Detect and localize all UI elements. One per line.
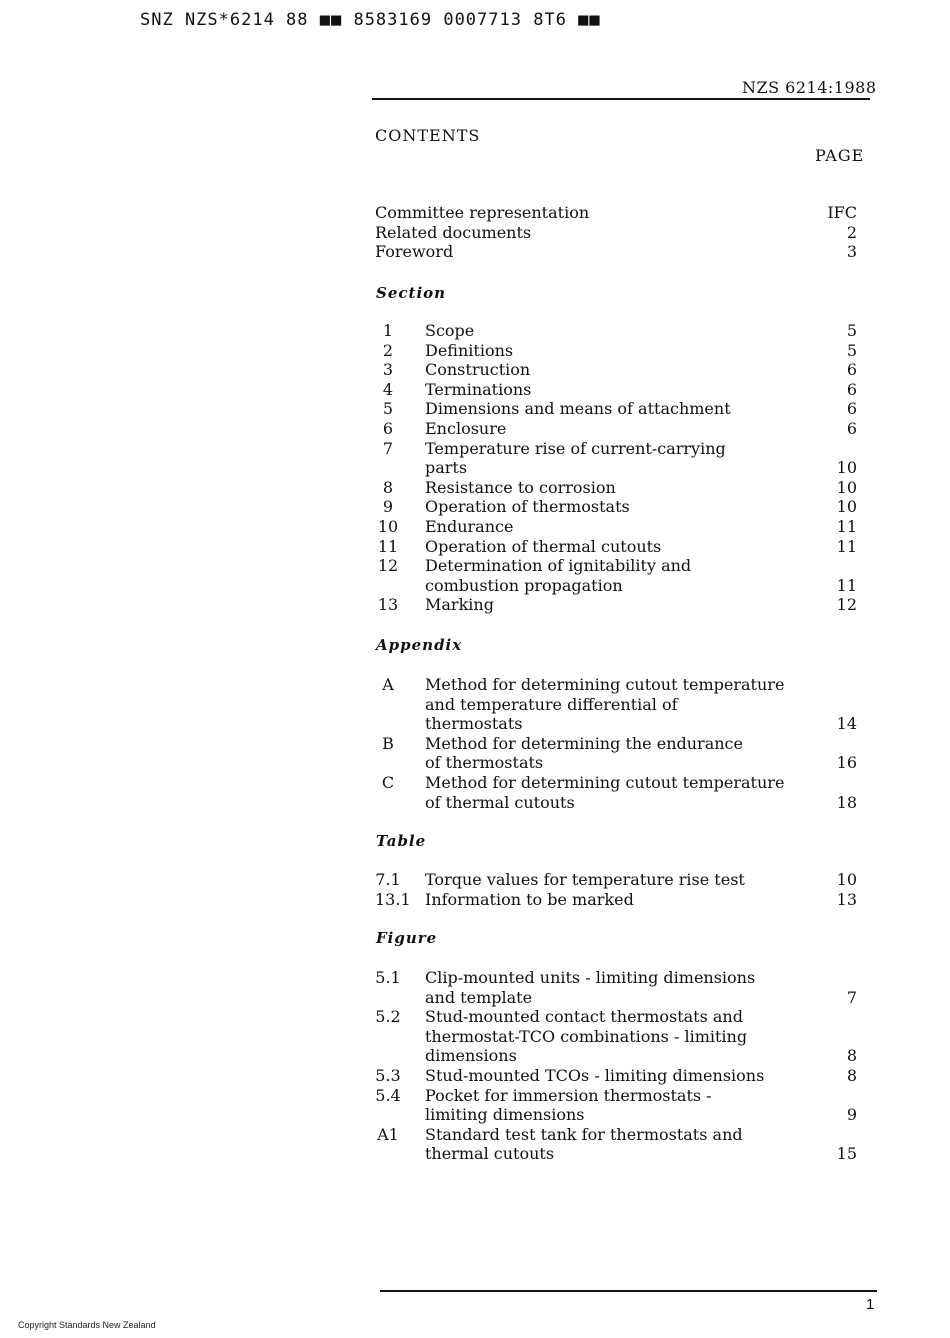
section-entry-title: Dimensions and means of attachment xyxy=(425,399,731,419)
front-matter-entry-title: Related documents xyxy=(375,222,532,242)
section-entry-title: Marking xyxy=(425,595,494,615)
figure-entry xyxy=(375,1086,865,1125)
section-entry-number: 1 xyxy=(382,321,394,340)
section-entry-page: 11 xyxy=(836,517,857,536)
figure-entry-page: 7 xyxy=(846,987,857,1007)
section-entry-page: 11 xyxy=(836,575,857,595)
appendix-entry xyxy=(375,675,865,734)
page-number: 1 xyxy=(866,1296,875,1313)
figure-entry-title: limiting dimensions xyxy=(425,1105,585,1125)
section-entry-page: 6 xyxy=(846,379,857,399)
section-entry xyxy=(375,537,865,557)
section-entry-page: 5 xyxy=(846,340,857,360)
section-entry xyxy=(375,380,865,400)
appendix-entry-page: 16 xyxy=(836,753,857,773)
figure-entry-title: and template xyxy=(425,987,533,1007)
section-entry-number: 10 xyxy=(377,517,399,536)
section-entry xyxy=(375,517,865,537)
figure-entry-title: Pocket for immersion thermostats - xyxy=(425,1085,712,1105)
table-entry-page: 10 xyxy=(836,870,857,889)
figure-entry xyxy=(375,968,865,1007)
figure-entry xyxy=(375,1007,865,1066)
figure-entry-number: 5.4 xyxy=(375,1085,401,1105)
figure-entry-title: Stud-mounted contact thermostats and xyxy=(425,1007,743,1027)
appendix-entry xyxy=(375,773,865,812)
figure-entry xyxy=(375,1066,865,1086)
figure-entry-number: 5.2 xyxy=(375,1007,401,1027)
appendix-entry-title: Method for determining the endurance xyxy=(425,733,743,753)
figure-entry-page: 15 xyxy=(836,1144,857,1164)
section-entry-number: 4 xyxy=(382,379,394,399)
appendix-entry-title: Method for determining cutout temperature xyxy=(425,675,785,694)
section-entry-page: 10 xyxy=(836,458,857,478)
contents-title: CONTENTS xyxy=(375,126,481,145)
section-entry-page: 10 xyxy=(836,497,857,517)
section-entry xyxy=(375,595,865,615)
section-entry-number: 13 xyxy=(377,595,399,615)
section-entry-page: 11 xyxy=(836,536,857,556)
section-entry xyxy=(375,321,865,341)
appendix-entry xyxy=(375,734,865,773)
figure-entry-page: 8 xyxy=(846,1046,857,1066)
section-entry-number: 9 xyxy=(382,497,394,517)
figure-entry-title: Standard test tank for thermostats and xyxy=(425,1124,743,1144)
figure-entry-title: Clip-mounted units - limiting dimensions xyxy=(425,968,756,987)
section-entry-title: Definitions xyxy=(425,340,514,360)
section-entry-title: Determination of ignitability and xyxy=(425,556,692,576)
section-entry-number: 6 xyxy=(382,419,394,438)
front-matter-entry-page: IFC xyxy=(827,203,857,222)
section-entry-title: Resistance to corrosion xyxy=(425,477,616,497)
appendix-entry-title: and temperature differential of xyxy=(425,694,678,714)
section-entry-number: 12 xyxy=(377,556,399,576)
section-entry xyxy=(375,556,865,595)
footer-rule xyxy=(380,1290,877,1292)
figure-entry-title: thermal cutouts xyxy=(425,1144,555,1164)
front-matter-entry xyxy=(375,223,865,243)
section-entry-title: Temperature rise of current-carrying xyxy=(425,438,726,458)
section-entry-page: 10 xyxy=(836,477,857,497)
section-entry-title: Terminations xyxy=(425,379,532,399)
front-matter-entry xyxy=(375,242,865,262)
table-entry-number: 7.1 xyxy=(375,870,401,889)
section-entry-number: 5 xyxy=(382,399,394,419)
section-entry-page: 6 xyxy=(846,360,857,380)
section-entry-page: 6 xyxy=(846,399,857,419)
section-entry-title: combustion propagation xyxy=(425,575,623,595)
appendix-entry-number: B xyxy=(382,733,394,753)
section-heading: Section xyxy=(376,284,447,302)
figure-entry-title: thermostat-TCO combinations - limiting xyxy=(425,1026,748,1046)
section-entry-number: 2 xyxy=(382,340,394,360)
section-entry-title: Endurance xyxy=(425,517,514,536)
section-entry xyxy=(375,497,865,517)
figure-entry xyxy=(375,1125,865,1164)
barcode-strip: SNZ NZS*6214 88 ■■ 8583169 0007713 8T6 ■■ xyxy=(140,10,601,30)
appendix-entry-number: A xyxy=(382,675,394,694)
figure-entry-title: Stud-mounted TCOs - limiting dimensions xyxy=(425,1066,765,1085)
table-heading: Table xyxy=(376,832,427,850)
section-entry-number: 11 xyxy=(377,536,399,556)
appendix-entry-title: Method for determining cutout temperature xyxy=(425,773,785,792)
front-matter-entry-title: Foreword xyxy=(375,242,454,262)
table-entry xyxy=(375,890,865,910)
front-matter-entry-page: 3 xyxy=(846,242,857,262)
figure-heading: Figure xyxy=(376,929,438,947)
section-entry-number: 8 xyxy=(382,477,394,497)
figure-entry-number: A1 xyxy=(377,1124,399,1144)
figure-entry-page: 9 xyxy=(846,1105,857,1125)
copyright-notice: Copyright Standards New Zealand xyxy=(18,1320,156,1330)
figure-entry-number: 5.3 xyxy=(375,1066,401,1085)
section-entry-title: Operation of thermostats xyxy=(425,497,630,517)
appendix-entry-number: C xyxy=(381,773,395,792)
section-entry-number: 7 xyxy=(382,438,394,458)
section-entry xyxy=(375,439,865,478)
table-entry-title: Information to be marked xyxy=(425,889,634,909)
header-rule xyxy=(372,98,870,100)
section-entry-title: Operation of thermal cutouts xyxy=(425,536,662,556)
page-column-label: PAGE xyxy=(815,146,865,165)
section-entry-title: Enclosure xyxy=(425,419,507,438)
table-entry-title: Torque values for temperature rise test xyxy=(425,870,745,889)
appendix-entry-title: thermostats xyxy=(425,714,523,734)
section-entry-page: 12 xyxy=(836,595,857,615)
section-entry-number: 3 xyxy=(382,360,394,380)
appendix-entry-title: of thermal cutouts xyxy=(425,792,575,812)
figure-entry-title: dimensions xyxy=(425,1046,517,1066)
figure-entry-page: 8 xyxy=(846,1066,857,1085)
appendix-entry-page: 18 xyxy=(836,792,857,812)
section-entry-page: 6 xyxy=(846,419,857,438)
front-matter-entry-page: 2 xyxy=(846,222,857,242)
front-matter-entry-title: Committee representation xyxy=(375,203,590,222)
section-entry xyxy=(375,341,865,361)
section-entry-title: parts xyxy=(425,458,468,478)
section-entry xyxy=(375,360,865,380)
section-entry-title: Construction xyxy=(425,360,531,380)
section-entry xyxy=(375,478,865,498)
table-entry-page: 13 xyxy=(836,889,857,909)
section-entry xyxy=(375,419,865,439)
section-entry-page: 5 xyxy=(846,321,857,340)
appendix-heading: Appendix xyxy=(376,636,463,654)
figure-entry-number: 5.1 xyxy=(375,968,401,987)
appendix-entry-page: 14 xyxy=(836,714,857,734)
section-entry-title: Scope xyxy=(425,321,475,340)
table-entry xyxy=(375,870,865,890)
appendix-entry-title: of thermostats xyxy=(425,753,544,773)
table-entry-number: 13.1 xyxy=(375,889,411,909)
section-entry xyxy=(375,399,865,419)
document-number: NZS 6214:1988 xyxy=(742,78,877,97)
front-matter-entry xyxy=(375,203,865,223)
